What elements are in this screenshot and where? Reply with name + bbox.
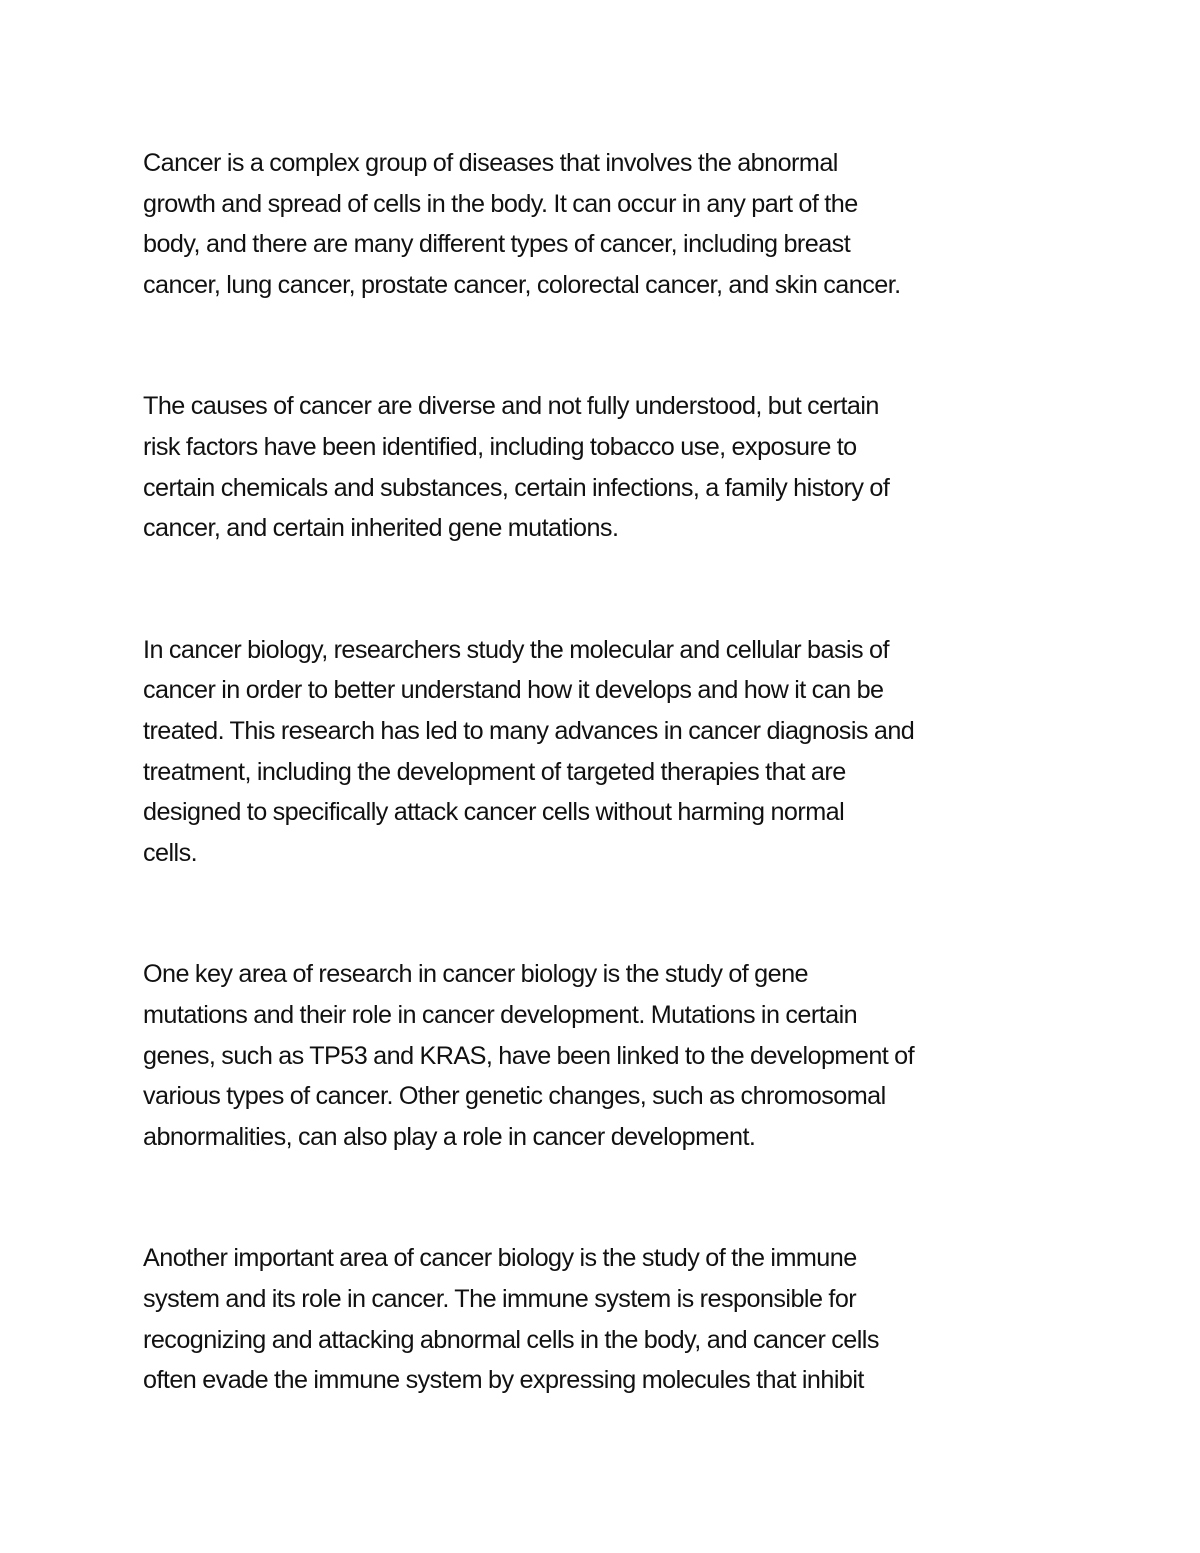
text-line: Another important area of cancer biology is the study of the immune <box>143 1244 857 1273</box>
text-line: genes, such as TP53 and KRAS, have been linked to the development of <box>143 1041 915 1070</box>
text-line: cancer, and certain inherited gene mutations. <box>143 514 619 543</box>
paragraph-immune-system <box>143 1238 1073 1401</box>
text-line: body, and there are many different types of cancer, including breast <box>143 230 851 259</box>
text-line: In cancer biology, researchers study the molecular and cellular basis of <box>143 635 889 664</box>
text-line: various types of cancer. Other genetic changes, such as chromosomal <box>143 1082 886 1111</box>
text-line: system and its role in cancer. The immune system is responsible for <box>143 1285 857 1314</box>
text-line: often evade the immune system by expressing molecules that inhibit <box>143 1366 864 1395</box>
text-line: treated. This research has led to many advances in cancer diagnosis and <box>143 717 915 746</box>
text-line: One key area of research in cancer biology is the study of gene <box>143 960 809 989</box>
text-line: recognizing and attacking abnormal cells in the body, and cancer cells <box>143 1325 879 1354</box>
text-line: cancer in order to better understand how it develops and how it can be <box>143 676 884 705</box>
document-body <box>143 143 1073 1482</box>
text-line: certain chemicals and substances, certain infections, a family history of <box>143 473 890 502</box>
paragraph-gene-mutations <box>143 954 1073 1158</box>
text-line: risk factors have been identified, including tobacco use, exposure to <box>143 433 857 462</box>
text-line: cancer, lung cancer, prostate cancer, colorectal cancer, and skin cancer. <box>143 271 901 300</box>
text-line: Cancer is a complex group of diseases that involves the abnormal <box>143 149 838 177</box>
text-line: growth and spread of cells in the body. It can occur in any part of the <box>143 189 858 218</box>
text-line: mutations and their role in cancer development. Mutations in certain <box>143 1001 858 1030</box>
text-line: The causes of cancer are diverse and not fully understood, but certain <box>143 392 879 421</box>
text-line: designed to specifically attack cancer cells without harming normal <box>143 798 845 827</box>
text-line: cells. <box>143 839 198 868</box>
text-line: treatment, including the development of targeted therapies that are <box>143 757 846 786</box>
paragraph-cancer-causes <box>143 386 1073 549</box>
paragraph-cancer-definition <box>143 143 1073 306</box>
paragraph-cancer-biology-research <box>143 630 1073 874</box>
text-line: abnormalities, can also play a role in cancer development. <box>143 1123 756 1152</box>
